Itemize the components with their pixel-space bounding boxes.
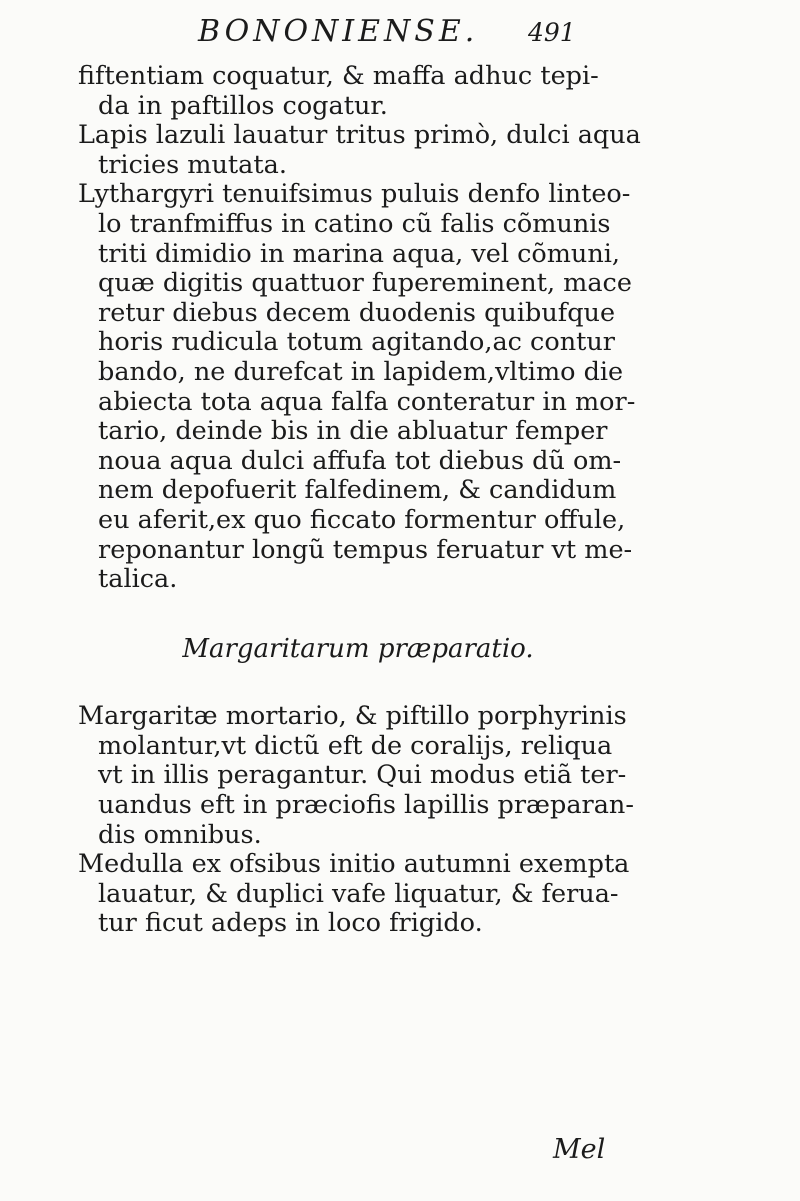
entry-paragraph [78,702,638,850]
text-line: molantur,vt dictũ eft de coralijs, reliqua [98,730,613,761]
text-line: tricies mutata. [98,149,287,180]
text-line: triti dimidio in marina aqua, vel cõmuni, [98,238,621,269]
running-title: BONONIENSE. [198,14,479,49]
text-line: Medulla ex ofsibus initio autumni exempta [78,849,630,880]
entry-paragraph [78,180,638,594]
entry-paragraph [78,120,641,180]
text-line: dis omnibus. [98,819,262,850]
text-line: bando, ne durefcat in lapidem,vltimo die [98,356,624,387]
text-line: lauatur, & duplici vafe liquatur, & ferua- [98,878,619,909]
text-line: talica. [98,564,178,595]
text-line: horis rudicula totum agitando,ac contur [98,327,615,358]
text-line: tur ficut adeps in loco frigido. [98,908,483,939]
text-line: reponantur longũ tempus feruatur vt me- [98,534,633,565]
text-line: eu aferit,ex quo ficcato formentur offule, [98,504,626,535]
entry-paragraph [78,850,638,939]
text-line: vt in illis peragantur. Qui modus etiã ter- [98,760,627,791]
text-line: Lapis lazuli lauatur tritus primò, dulci aqua [78,120,641,151]
page-number: 491 [528,18,576,47]
text-line: Margaritæ mortario, & piftillo porphyrinis [78,701,627,732]
text-line: Lythargyri tenuifsimus puluis denfo linteo- [78,179,631,210]
body-text [78,61,641,939]
text-line: noua aqua dulci affufa tot diebus dũ om- [98,445,622,476]
text-line: abiecta tota aqua falfa conteratur in mor- [98,386,636,417]
text-line: quæ digitis quattuor fupereminent, mace [98,268,632,299]
text-line: uandus eft in præciofis lapillis præparan- [98,790,634,821]
text-line: fiftentiam coquatur, & maffa adhuc tepi- [78,61,599,91]
section-heading: Margaritarum præparatio. [182,633,534,664]
page-header [0,8,800,48]
text-line: da in paftillos cogatur. [98,90,388,121]
catchword: Mel [553,1134,606,1165]
text-line: nem depofuerit falfedinem, & candidum [98,475,617,506]
text-line: lo tranfmiffus in catino cũ falis cõmunis [98,208,611,239]
entry-paragraph [78,62,638,121]
text-line: tario, deinde bis in die abluatur femper [98,416,608,447]
text-line: retur diebus decem duodenis quibufque [98,297,616,328]
